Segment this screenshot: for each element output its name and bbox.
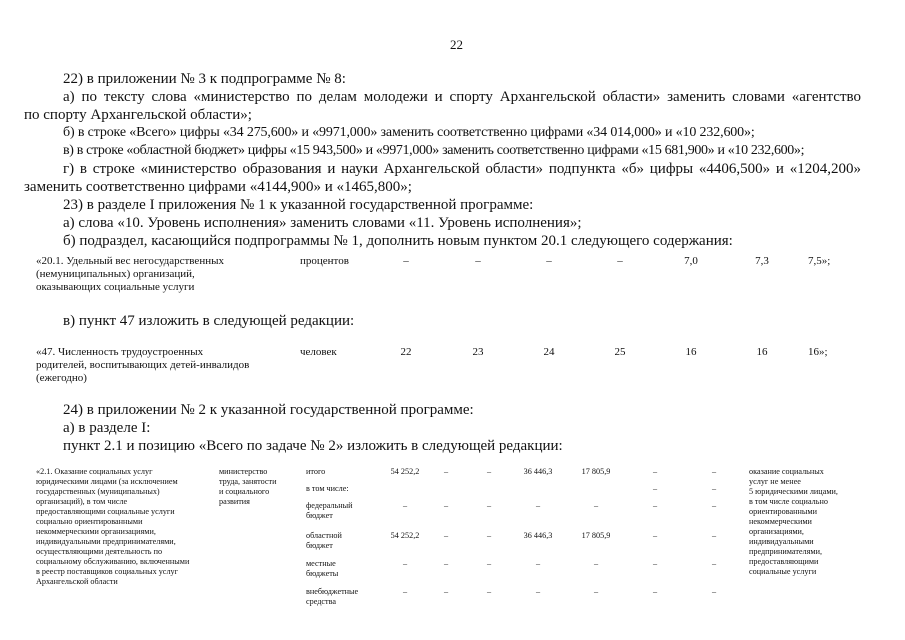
cell: – (711, 531, 717, 540)
cell: – (402, 559, 408, 568)
item-22-a-line1: а) по тексту слова «министерство по делам молодежи и спорту Архангельской области» заменить словами «агентство (63, 89, 861, 105)
cell: – (711, 484, 717, 493)
cell: – (443, 587, 449, 596)
cell: – (443, 559, 449, 568)
item-23-b: б) подраздел, касающийся подпрограммы № 1, дополнить новым пунктом 20.1 следующего содержания: (63, 233, 733, 249)
cell: – (652, 467, 658, 476)
cell: – (711, 501, 717, 510)
row-47-v2: 23 (472, 346, 484, 358)
row-20-1-v1: – (403, 255, 409, 267)
cell: – (652, 501, 658, 510)
row-20-1-v5: 7,0 (684, 255, 698, 267)
funding-label: в том числе: (306, 484, 349, 493)
item-22-v: в) в строке «областной бюджет» цифры «15 943,500» и «9971,000» заменить соответственно цифрами «15 681,900» и «10 232,600»; (63, 143, 805, 158)
row-47-v7: 16»; (808, 346, 828, 358)
row-20-1-unit: процентов (300, 255, 349, 267)
row-47-v4: 25 (614, 346, 626, 358)
cell: – (652, 531, 658, 540)
cell: – (535, 559, 541, 568)
row-20-1-v4: – (617, 255, 623, 267)
cell: – (443, 467, 449, 476)
cell: 36 446,3 (523, 531, 553, 540)
cell: – (652, 559, 658, 568)
cell: – (486, 559, 492, 568)
table-2-1-executor: министерство труда, занятости и социального развития (219, 467, 277, 506)
cell: – (535, 587, 541, 596)
cell: – (443, 531, 449, 540)
cell: – (593, 501, 599, 510)
cell: 36 446,3 (523, 467, 553, 476)
cell: 17 805,9 (581, 531, 611, 540)
item-22-a-line2: по спорту Архангельской области»; (24, 107, 252, 123)
cell: – (652, 484, 658, 493)
cell: – (593, 559, 599, 568)
item-22-g-line2: заменить соответственно цифрами «4144,900» и «1465,800»; (24, 179, 412, 195)
page-number: 22 (450, 37, 463, 52)
cell: – (486, 467, 492, 476)
row-47-v3: 24 (543, 346, 555, 358)
cell: – (711, 559, 717, 568)
cell: – (486, 531, 492, 540)
cell: – (486, 587, 492, 596)
cell: 54 252,2 (390, 467, 420, 476)
funding-label: местные бюджеты (306, 559, 339, 578)
cell: – (443, 501, 449, 510)
row-20-1-v6: 7,3 (755, 255, 769, 267)
item-23-v: в) пункт 47 изложить в следующей редакции: (63, 313, 355, 329)
row-47-v1: 22 (400, 346, 412, 358)
funding-label: областной бюджет (306, 531, 342, 550)
row-20-1-v2: – (475, 255, 481, 267)
cell: 17 805,9 (581, 467, 611, 476)
row-20-1-v7: 7,5»; (808, 255, 831, 267)
row-47-v5: 16 (685, 346, 697, 358)
cell: – (652, 587, 658, 596)
item-24-point: пункт 2.1 и позицию «Всего по задаче № 2» изложить в следующей редакции: (63, 438, 563, 454)
cell: – (402, 501, 408, 510)
item-24-a: а) в разделе I: (63, 420, 151, 436)
funding-label: внебюджетные средства (306, 587, 359, 606)
cell: – (402, 587, 408, 596)
cell: – (711, 587, 717, 596)
row-47-unit: человек (300, 346, 337, 358)
cell: – (711, 467, 717, 476)
cell: – (593, 587, 599, 596)
item-23-a: а) слова «10. Уровень исполнения» заменить словами «11. Уровень исполнения»; (63, 215, 582, 231)
row-20-1-v3: – (546, 255, 552, 267)
table-2-1-description: «2.1. Оказание социальных услуг юридическими лицами (за исключением государственных (муниципальных) организаций), в том числе предоставляющими социальные услуги социально ориентированными некоммерческими организациями, индивидуальными предпринимателями, осуществляющими деятельность по социальному обслуживанию, включенными в реестр поставщиков социальных услуг Архангельской области (36, 467, 190, 586)
row-20-1-name: «20.1. Удельный вес негосударственных (немуниципальных) организаций, оказывающих социальные услуги (36, 255, 224, 293)
cell: – (486, 501, 492, 510)
item-22: 22) в приложении № 3 к подпрограмме № 8: (63, 71, 346, 87)
row-47-v6: 16 (756, 346, 768, 358)
cell: – (535, 501, 541, 510)
funding-label: федеральный бюджет (306, 501, 353, 520)
item-24: 24) в приложении № 2 к указанной государственной программе: (63, 402, 474, 418)
row-47-name: «47. Численность трудоустроенных родителей, воспитывающих детей-инвалидов (ежегодно) (36, 346, 250, 384)
cell: 54 252,2 (390, 531, 420, 540)
item-23: 23) в разделе I приложения № 1 к указанной государственной программе: (63, 197, 534, 213)
funding-label: итого (306, 467, 326, 476)
item-22-b: б) в строке «Всего» цифры «34 275,600» и «9971,000» заменить соответственно цифрами «34 014,000» и «10 232,600»; (63, 125, 755, 140)
item-22-g-line1: г) в строке «министерство образования и науки Архангельской области» подпункта «б» цифры «4406,500» и «1204,200» (63, 161, 861, 177)
table-2-1-result: оказание социальных услуг не менее 5 юридическими лицами, в том числе социально ориентированными некоммерческими организациями, индивидуальными предпринимателями, предоставляющими социальные услуги (749, 467, 838, 576)
